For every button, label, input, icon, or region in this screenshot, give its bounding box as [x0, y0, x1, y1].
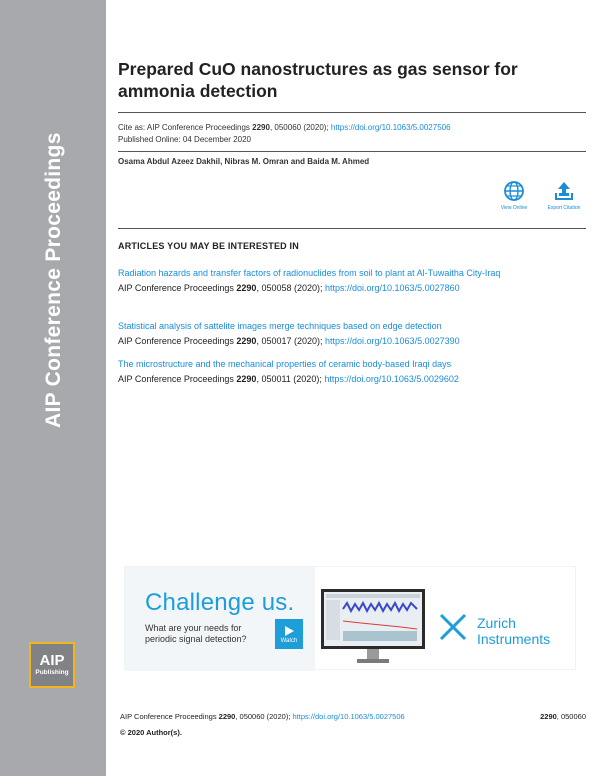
cite-rest: , 050058 (2020);: [256, 283, 325, 293]
cite-divider: [118, 151, 586, 152]
footer-citation: [120, 712, 405, 721]
cite-volume: 2290: [218, 712, 236, 721]
footer-page-ref: [540, 712, 586, 721]
doi-link[interactable]: https://doi.org/10.1063/5.0027506: [330, 123, 451, 132]
logo-line1: AIP: [39, 652, 65, 669]
related-article-title[interactable]: Statistical analysis of sattelite images merge techniques based on edge detection: [118, 321, 442, 331]
cite-volume: 2290: [252, 123, 270, 132]
watch-label: Watch: [280, 637, 298, 644]
paper-title: Prepared CuO nanostructures as gas sensor for ammonia detection: [118, 59, 518, 101]
play-icon: [283, 625, 295, 637]
view-online-button[interactable]: [494, 180, 534, 211]
export-citation-button[interactable]: [544, 180, 584, 211]
page-ref-volume: 2290: [540, 712, 557, 721]
logo-line2: Publishing: [35, 669, 69, 676]
doi-link[interactable]: https://doi.org/10.1063/5.0029602: [324, 374, 459, 384]
view-online-label: View Online: [500, 205, 528, 211]
related-article-title[interactable]: The microstructure and the mechanical properties of ceramic body-based Iraqi days: [118, 359, 452, 369]
advertisement-banner[interactable]: [124, 566, 576, 670]
export-citation-label: Export Citation: [547, 205, 581, 211]
related-articles-heading: ARTICLES YOU MAY BE INTERESTED IN: [118, 241, 299, 251]
zurich-logo-icon: [437, 611, 469, 643]
cite-prefix: AIP Conference Proceedings: [118, 336, 237, 346]
related-article: [118, 267, 586, 295]
aip-publishing-logo[interactable]: [29, 642, 75, 688]
doi-link[interactable]: https://doi.org/10.1063/5.0027390: [325, 336, 460, 346]
cite-prefix: AIP Conference Proceedings: [120, 712, 219, 721]
cite-prefix: Cite as: AIP Conference Proceedings: [118, 123, 253, 132]
related-article: [118, 320, 586, 348]
page-ref-rest: , 050060: [556, 712, 586, 721]
zurich-line1: Zurich: [477, 615, 516, 631]
cite-rest: , 050060 (2020);: [269, 123, 331, 132]
cite-volume: 2290: [236, 374, 257, 384]
zurich-instruments-logo: [437, 611, 577, 645]
published-date: Published Online: 04 December 2020: [118, 135, 251, 144]
journal-title: AIP Conference Proceedings: [42, 132, 65, 428]
related-article-citation: [118, 372, 586, 386]
cite-prefix: AIP Conference Proceedings: [118, 283, 237, 293]
cite-rest: , 050017 (2020);: [256, 336, 325, 346]
cite-rest: , 050011 (2020);: [256, 374, 325, 384]
globe-icon: [503, 180, 525, 202]
ad-headline: Challenge us.: [145, 589, 295, 616]
section-divider: [118, 228, 586, 229]
related-article-citation: [118, 334, 586, 348]
citation-block: [118, 122, 451, 146]
doi-link[interactable]: https://doi.org/10.1063/5.0027506: [292, 712, 405, 721]
watch-button[interactable]: [275, 619, 303, 649]
author-list: Osama Abdul Azeez Dakhil, Nibras M. Omran and Baida M. Ahmed: [118, 157, 370, 166]
cite-rest: , 050060 (2020);: [235, 712, 293, 721]
zurich-line2: Instruments: [477, 631, 551, 647]
related-article: [118, 358, 586, 386]
related-article-title[interactable]: Radiation hazards and transfer factors of radionuclides from soil to plant at Al-Tuwaitha City-Iraq: [118, 268, 501, 278]
zurich-name: [477, 615, 550, 647]
monitor-icon: [321, 589, 425, 665]
cite-prefix: AIP Conference Proceedings: [118, 374, 237, 384]
ad-subtext: What are your needs for periodic signal detection?: [145, 623, 247, 644]
title-divider: [118, 112, 586, 113]
cite-volume: 2290: [236, 336, 257, 346]
related-article-citation: [118, 281, 586, 295]
copyright-notice: © 2020 Author(s).: [120, 728, 182, 737]
export-icon: [553, 180, 575, 202]
cite-volume: 2290: [236, 283, 257, 293]
doi-link[interactable]: https://doi.org/10.1063/5.0027860: [325, 283, 460, 293]
